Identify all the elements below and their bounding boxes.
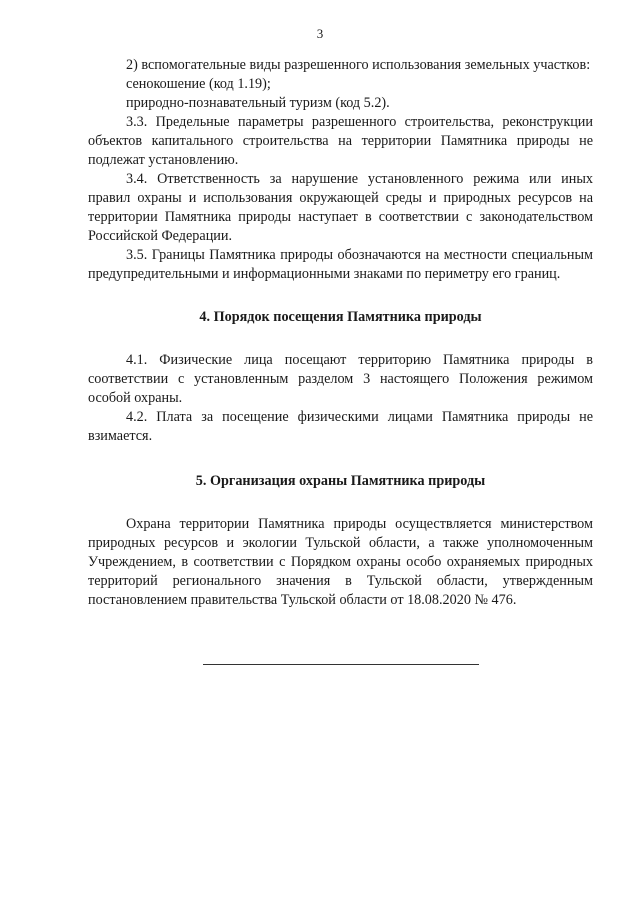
list-item-eco-tourism: природно-познавательный туризм (код 5.2). — [126, 95, 390, 111]
paragraph-4-1: 4.1. Физические лица посещают территорию Памятника природы в соответствии с установленным разделом 3 настоящего Положения режимом особой охраны. — [88, 352, 593, 406]
spacer — [88, 284, 593, 308]
section-5-heading: 5. Организация охраны Памятника природы — [195, 473, 486, 489]
paragraph-5-1: Охрана территории Памятника природы осуществляется министерством природных ресурсов и экологии Тульской области, а также уполномоченным Учреждением, в соответствии с Порядком охраны особо охраняемых природных территорий регионального значения в Тульской области, утвержденным постановлением правительства Тульской области от 18.08.2020 № 476. — [88, 516, 593, 608]
end-divider-line — [203, 664, 479, 665]
section-4-heading: 4. Порядок посещения Памятника природы — [199, 309, 482, 325]
spacer — [88, 491, 593, 515]
document-body — [88, 56, 593, 610]
paragraph-4-2: 4.2. Плата за посещение физическими лицами Памятника природы не взимается. — [88, 409, 593, 444]
paragraph-3-5: 3.5. Границы Памятника природы обозначаются на местности специальным предупредительными и информационными знаками по периметру его границ. — [88, 247, 593, 282]
list-item-haymaking: сенокошение (код 1.19); — [126, 76, 271, 92]
paragraph-3-3: 3.3. Предельные параметры разрешенного строительства, реконструкции объектов капитального строительства на территории Памятника природы не подлежат установлению. — [88, 114, 593, 168]
paragraph-2-auxiliary-uses: 2) вспомогательные виды разрешенного использования земельных участков: — [126, 57, 591, 73]
page-number: 3 — [316, 26, 324, 41]
spacer — [88, 446, 593, 472]
spacer — [88, 327, 593, 351]
paragraph-3-4: 3.4. Ответственность за нарушение установленного режима или иных правил охраны и использования окружающей среды и природных ресурсов на территории Памятника природы наступает в соответствии с законодательством Российской Федерации. — [88, 171, 593, 244]
